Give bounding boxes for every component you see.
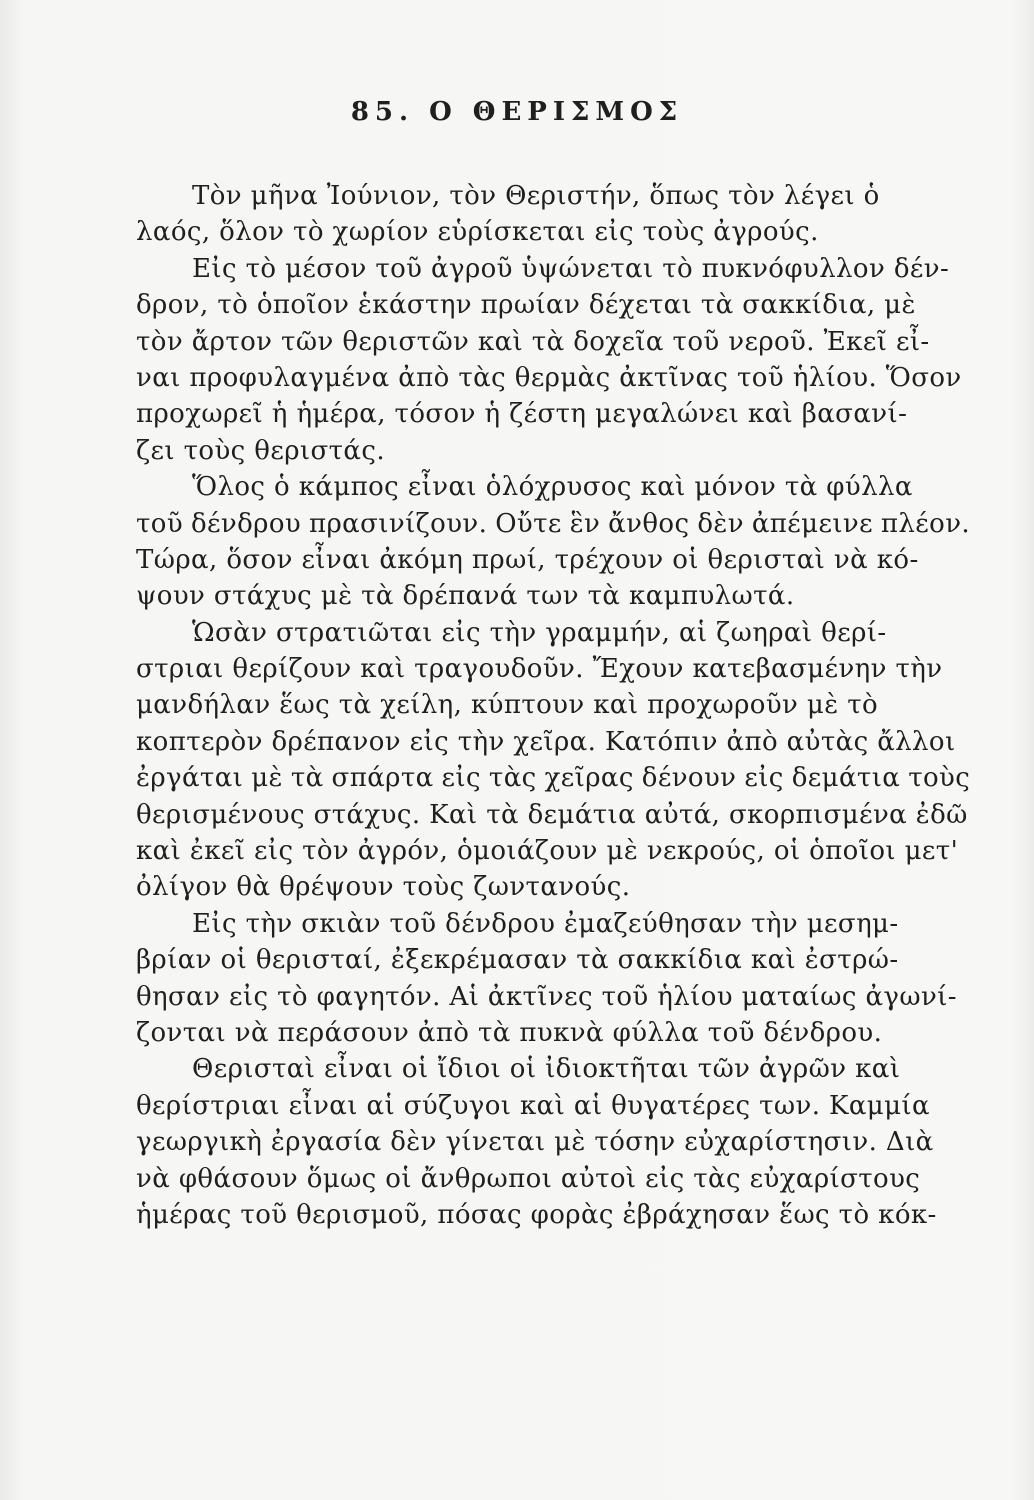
text-line: θερισμένους στάχυς. Καὶ τὰ δεμάτια αὐτά, σκορπισμένα ἐδῶ bbox=[136, 799, 968, 830]
text-line: Τώρα, ὅσον εἶναι ἀκόμη πρωί, τρέχουν οἱ θερισταὶ νὰ κό- bbox=[136, 544, 919, 575]
text-line: Τὸν μῆνα Ἰούνιον, τὸν Θεριστήν, ὅπως τὸν λέγει ὁ bbox=[192, 181, 880, 211]
text-line: ἡμέρας τοῦ θερισμοῦ, πόσας φορὰς ἐβράχησαν ἕως τὸ κόκ- bbox=[136, 1199, 937, 1230]
text-line: Ὡσὰν στρατιῶται εἰς τὴν γραμμήν, αἱ ζωηραὶ θερί- bbox=[192, 617, 887, 648]
chapter-title: 85. Ο ΘΕΡΙΣΜΟΣ bbox=[350, 97, 684, 127]
text-line: Εἰς τὴν σκιὰν τοῦ δένδρου ἐμαζεύθησαν τὴν μεσημ- bbox=[192, 908, 899, 939]
text-line: δρον, τὸ ὁποῖον ἑκάστην πρωίαν δέχεται τὰ σακκίδια, μὲ bbox=[136, 290, 916, 321]
text-line: ζονται νὰ περάσουν ἀπὸ τὰ πυκνὰ φύλλα τοῦ δένδρου. bbox=[136, 1017, 883, 1048]
text-line: ζει τοὺς θεριστάς. bbox=[136, 435, 386, 466]
text-line: Θερισταὶ εἶναι οἱ ἴδιοι οἱ ἰδιοκτῆται τῶν ἀγρῶν καὶ bbox=[192, 1054, 901, 1085]
text-line: μανδήλαν ἕως τὰ χείλη, κύπτουν καὶ προχωροῦν μὲ τὸ bbox=[136, 690, 879, 721]
text-line: Εἰς τὸ μέσον τοῦ ἀγροῦ ὑψώνεται τὸ πυκνόφυλλον δέν- bbox=[192, 253, 950, 284]
text-line: βρίαν οἱ θερισταί, ἐξεκρέμασαν τὰ σακκίδια καὶ ἐστρώ- bbox=[136, 945, 899, 976]
body-text bbox=[136, 178, 970, 1233]
text-line: ψουν στάχυς μὲ τὰ δρέπανά των τὰ καμπυλωτά. bbox=[136, 581, 795, 612]
text-line: νὰ φθάσουν ὅμως οἱ ἄνθρωποι αὐτοὶ εἰς τὰς εὐχαρίστους bbox=[136, 1163, 921, 1194]
text-line: ὀλίγον θὰ θρέψουν τοὺς ζωντανούς. bbox=[136, 872, 631, 903]
text-line: Ὅλος ὁ κάμπος εἶναι ὁλόχρυσος καὶ μόνον τὰ φύλλα bbox=[192, 472, 913, 503]
text-line: ναι προφυλαγμένα ἀπὸ τὰς θερμὰς ἀκτῖνας τοῦ ἡλίου. Ὅσον bbox=[136, 362, 962, 393]
text-line: προχωρεῖ ἡ ἡμέρα, τόσον ἡ ζέστη μεγαλώνει καὶ βασανί- bbox=[136, 399, 908, 430]
text-line: λαός, ὅλον τὸ χωρίον εὑρίσκεται εἰς τοὺς ἀγρούς. bbox=[136, 217, 819, 248]
text-line: κοπτερὸν δρέπανον εἰς τὴν χεῖρα. Κατόπιν ἀπὸ αὐτὰς ἄλλοι bbox=[136, 726, 956, 757]
text-line: στριαι θερίζουν καὶ τραγουδοῦν. Ἔχουν κατεβασμένην τὴν bbox=[136, 654, 943, 685]
text-line: καὶ ἐκεῖ εἰς τὸν ἀγρόν, ὁμοιάζουν μὲ νεκρούς, οἱ ὁποῖοι μετ' bbox=[136, 836, 959, 867]
text-line: τὸν ἄρτον τῶν θεριστῶν καὶ τὰ δοχεῖα τοῦ νεροῦ. Ἐκεῖ εἶ- bbox=[136, 326, 930, 357]
text-line: γεωργικὴ ἐργασία δὲν γίνεται μὲ τόσην εὐχαρίστησιν. Διὰ bbox=[136, 1127, 934, 1158]
text-line: ἐργάται μὲ τὰ σπάρτα εἰς τὰς χεῖρας δένουν εἰς δεμάτια τοὺς bbox=[136, 763, 971, 794]
text-line: θησαν εἰς τὸ φαγητόν. Αἱ ἀκτῖνες τοῦ ἡλίου ματαίως ἀγωνί- bbox=[136, 981, 957, 1012]
text-line: θερίστριαι εἶναι αἱ σύζυγοι καὶ αἱ θυγατέρες των. Καμμία bbox=[136, 1090, 930, 1121]
text-line: τοῦ δένδρου πρασινίζουν. Οὔτε ἓν ἄνθος δὲν ἀπέμεινε πλέον. bbox=[136, 508, 971, 539]
